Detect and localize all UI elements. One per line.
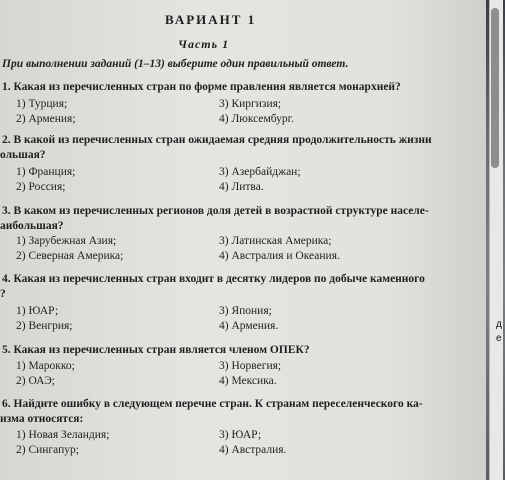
q1-option-1: 1) Турция;	[16, 98, 68, 110]
q1-option-3: 3) Киргизия;	[219, 98, 282, 110]
q3-option-3: 3) Латинская Америка;	[219, 235, 332, 247]
q5-option-2: 2) ОАЭ;	[16, 375, 55, 387]
question-6-text: 6. Найдите ошибку в следующем перечне стран. К странам переселенческого ка-	[2, 398, 423, 410]
question-4-text-cont: ?	[0, 288, 6, 300]
q4-option-1: 1) ЮАР;	[16, 305, 59, 317]
scrollbar-thumb[interactable]	[491, 8, 499, 168]
side-fragment-line-2: е	[496, 333, 502, 344]
q1-option-4: 4) Люксембург.	[219, 113, 294, 125]
q4-option-4: 4) Армения.	[219, 320, 279, 332]
q1-option-2: 2) Армения;	[16, 113, 76, 125]
question-4-text: 4. Какая из перечисленных стран входит в десятку лидеров по добыче каменного	[2, 273, 425, 285]
q5-option-1: 1) Марокко;	[16, 360, 75, 372]
q4-option-2: 2) Венгрия;	[16, 320, 73, 332]
q6-option-1: 1) Новая Зеландия;	[16, 429, 110, 441]
q2-option-4: 4) Литва.	[219, 181, 264, 193]
instruction-text: При выполнении заданий (1–13) выберите один правильный ответ.	[2, 58, 349, 70]
question-6-text-cont: изма относятся:	[0, 413, 84, 425]
part-title: Часть 1	[178, 37, 230, 51]
question-3-text-cont: аибольшая?	[0, 220, 64, 232]
side-fragment-line-1: д	[496, 319, 502, 330]
q2-option-1: 1) Франция;	[16, 166, 76, 178]
q6-option-4: 4) Австралия.	[219, 444, 287, 456]
question-3-text: 3. В каком из перечисленных регионов доля детей в возрастной структуре населе-	[2, 205, 429, 217]
variant-title: ВАРИАНТ 1	[165, 12, 257, 27]
question-1-text: 1. Какая из перечисленных стран по форме правления является монархией?	[2, 81, 401, 93]
q5-option-4: 4) Мексика.	[219, 375, 277, 387]
q6-option-3: 3) ЮАР;	[219, 429, 262, 441]
q4-option-3: 3) Япония;	[219, 305, 272, 317]
q5-option-3: 3) Норвегия;	[219, 360, 282, 372]
q6-option-2: 2) Сингапур;	[16, 444, 79, 456]
q2-option-3: 3) Азербайджан;	[219, 166, 301, 178]
q3-option-2: 2) Северная Америка;	[16, 250, 124, 262]
side-text-fragment	[496, 318, 505, 354]
q2-option-2: 2) Россия;	[16, 181, 66, 193]
q3-option-4: 4) Австралия и Океания.	[219, 250, 340, 262]
q3-option-1: 1) Зарубежная Азия;	[16, 235, 117, 247]
question-5-text: 5. Какая из перечисленных стран является членом ОПЕК?	[2, 344, 310, 356]
question-2-text: 2. В какой из перечисленных стран ожидаемая средняя продолжительность жизни	[2, 134, 432, 146]
question-2-text-cont: ольшая?	[0, 149, 46, 161]
